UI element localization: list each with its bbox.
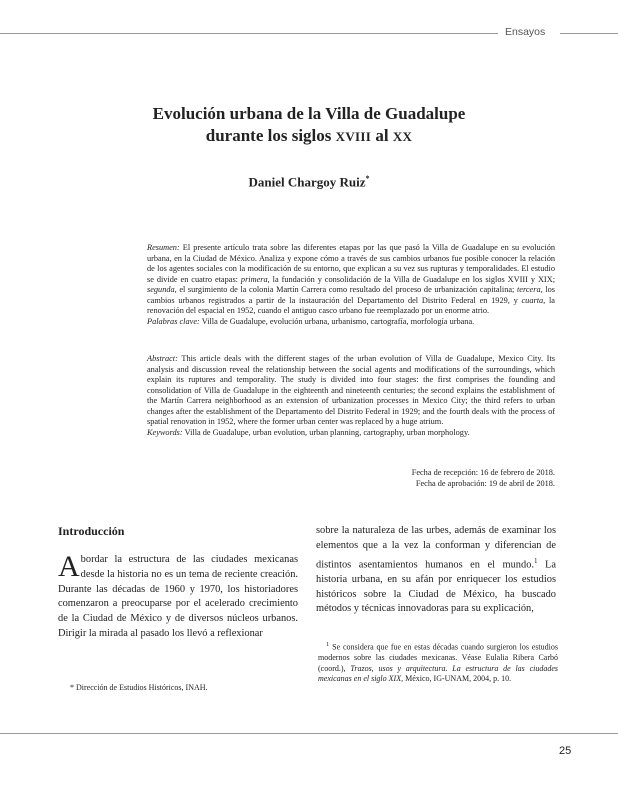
resumen-tercera-label: tercera, <box>516 285 543 294</box>
page-number: 25 <box>559 745 572 757</box>
footnote-1-text-b: México, IG-UNAM, 2004, p. 10. <box>405 674 512 684</box>
resumen-tercera-text: los cambios urbanos registrados a partir de la instauración del Departamento del Distrito Federal en 1929, y <box>147 285 555 305</box>
header-rule-right <box>560 33 618 34</box>
resumen-segunda-text: el surgimiento de la colonia Martín Carrera como resultado del proceso de urbanización capitalina; <box>179 285 515 294</box>
body-right-text-a: sobre la naturaleza de las urbes, además de examinar los elementos que a la vez la conforman y diferencian de distintos asentamientos humanos en el mundo. <box>316 525 556 571</box>
date-received: Fecha de recepción: 16 de febrero de 2018. <box>411 468 555 477</box>
date-approved: Fecha de aprobación: 19 de abril de 2018. <box>415 478 555 488</box>
drop-cap: A <box>58 550 80 583</box>
abstract-paragraph <box>147 354 555 428</box>
abstract-label: Abstract: <box>147 354 178 363</box>
author-name: Daniel Chargoy Ruiz <box>248 174 366 190</box>
palabras-clave-paragraph <box>147 317 555 328</box>
body-column-left <box>58 550 298 642</box>
resumen-segunda-label: segunda, <box>147 285 177 294</box>
footnote-1 <box>318 640 558 685</box>
palabras-clave-text: Villa de Guadalupe, evolución urbana, urbanismo, cartografía, morfología urbana. <box>201 316 475 326</box>
title-century-2: XX <box>392 129 413 144</box>
resumen-label: Resumen: <box>147 243 180 252</box>
footnote-ref-1: 1 <box>534 556 538 565</box>
body-left-text: bordar la estructura de las ciudades mexicanas desde la historia no es un tema de reciente creación. Durante las décadas de 1960 y 1970, los historiadores comenzaron a preocuparse por el acelerado crecimiento de la Ciudad de México y de diversos núcleos urbanos. Dirigir la mirada al pasado los llevó a reflexionar <box>58 554 298 639</box>
abstract-text: This article deals with the different stages of the urban evolution of Villa de Guadalupe, Mexico City. Its analysis and discussion reveal the relationship between the social agents and modifications of the surroundings, which explain its ruptures and temporality. The study is divided into four stages: the first comprises the founding and consolidation of Villa de Guadalupe in the eighteenth and nineteenth centuries; the second explains the establishment of the Martín Carrera neighborhood as an extension of urbanization processes in Mexico City; the third refers to urban changes after the establishment of the Departamento del Distrito Federal in 1929; and the fourth deals with the process of spatial renovation in 1952, where the former urban center was replaced by a huge atrium. <box>147 354 555 426</box>
title-line-2 <box>0 125 618 148</box>
author-line <box>0 174 618 190</box>
title-line-2-prefix: durante los siglos <box>205 126 332 145</box>
resumen-primera-label: primera, <box>240 274 270 284</box>
footer-rule <box>0 733 618 734</box>
palabras-clave-label: Palabras clave: <box>147 316 200 326</box>
body-column-right <box>316 524 556 617</box>
author-footnote-mark: * <box>365 174 370 183</box>
resumen-primera-text: la fundación y consolidación de la Villa de Guadalupe en los siglos XVIII y XIX; <box>272 274 555 284</box>
resumen-cuarta-text: la renovación del espacial en 1952, cuando el antiguo casco urbano fue reemplazado por un enorme atrio. <box>147 295 555 315</box>
keywords-paragraph <box>147 428 555 439</box>
body-right-text-b: La historia urbana, en su afán por enriquecer los estudios históricos sobre la Ciudad de México, ha buscado métodos y técnicas innovadoras para su explicación, <box>316 559 556 615</box>
footnote-1-text-a: Se considera que fue en estas décadas cuando surgieron los estudios modernos sobre las ciudades mexicanas. Véase Eulalia Ribera Carbó (coord.), <box>318 642 558 673</box>
title-connector: al <box>375 126 389 145</box>
footnote-1-number: 1 <box>326 641 330 648</box>
resumen-paragraph <box>147 243 555 317</box>
resumen-block <box>147 243 555 327</box>
resumen-text: El presente artículo trata sobre las diferentes etapas por las que pasó la Villa de Guadalupe en su evolución urbana, en la Ciudad de México. Analiza y expone cómo a través de sus cambios urbanos fue posible conocer la relación de los agentes sociales con la modificación de su entorno, que explican a su vez sus rupturas y temporalidades. El estudio se divide en cuatro etapas: <box>147 243 555 284</box>
title-century-1: XVIII <box>335 129 372 144</box>
section-label: Ensayos <box>505 26 546 38</box>
author-affiliation-note: * Dirección de Estudios Históricos, INAH. <box>70 683 208 692</box>
article-title <box>0 103 618 148</box>
keywords-label: Keywords: <box>147 427 183 437</box>
footnote-1-title: Trazos, usos y arquitectura. La estructura de las ciudades mexicanas en el siglo XIX, <box>318 663 559 684</box>
resumen-cuarta-label: cuarta, <box>521 295 546 305</box>
keywords-text: Villa de Guadalupe, urban evolution, urban planning, cartography, urban morphology. <box>184 427 470 437</box>
dates-block <box>300 468 555 489</box>
header-rule-left <box>0 33 498 34</box>
section-heading: Introducción <box>58 524 125 538</box>
title-line-1: Evolución urbana de la Villa de Guadalupe <box>152 104 466 123</box>
abstract-block <box>147 354 555 438</box>
